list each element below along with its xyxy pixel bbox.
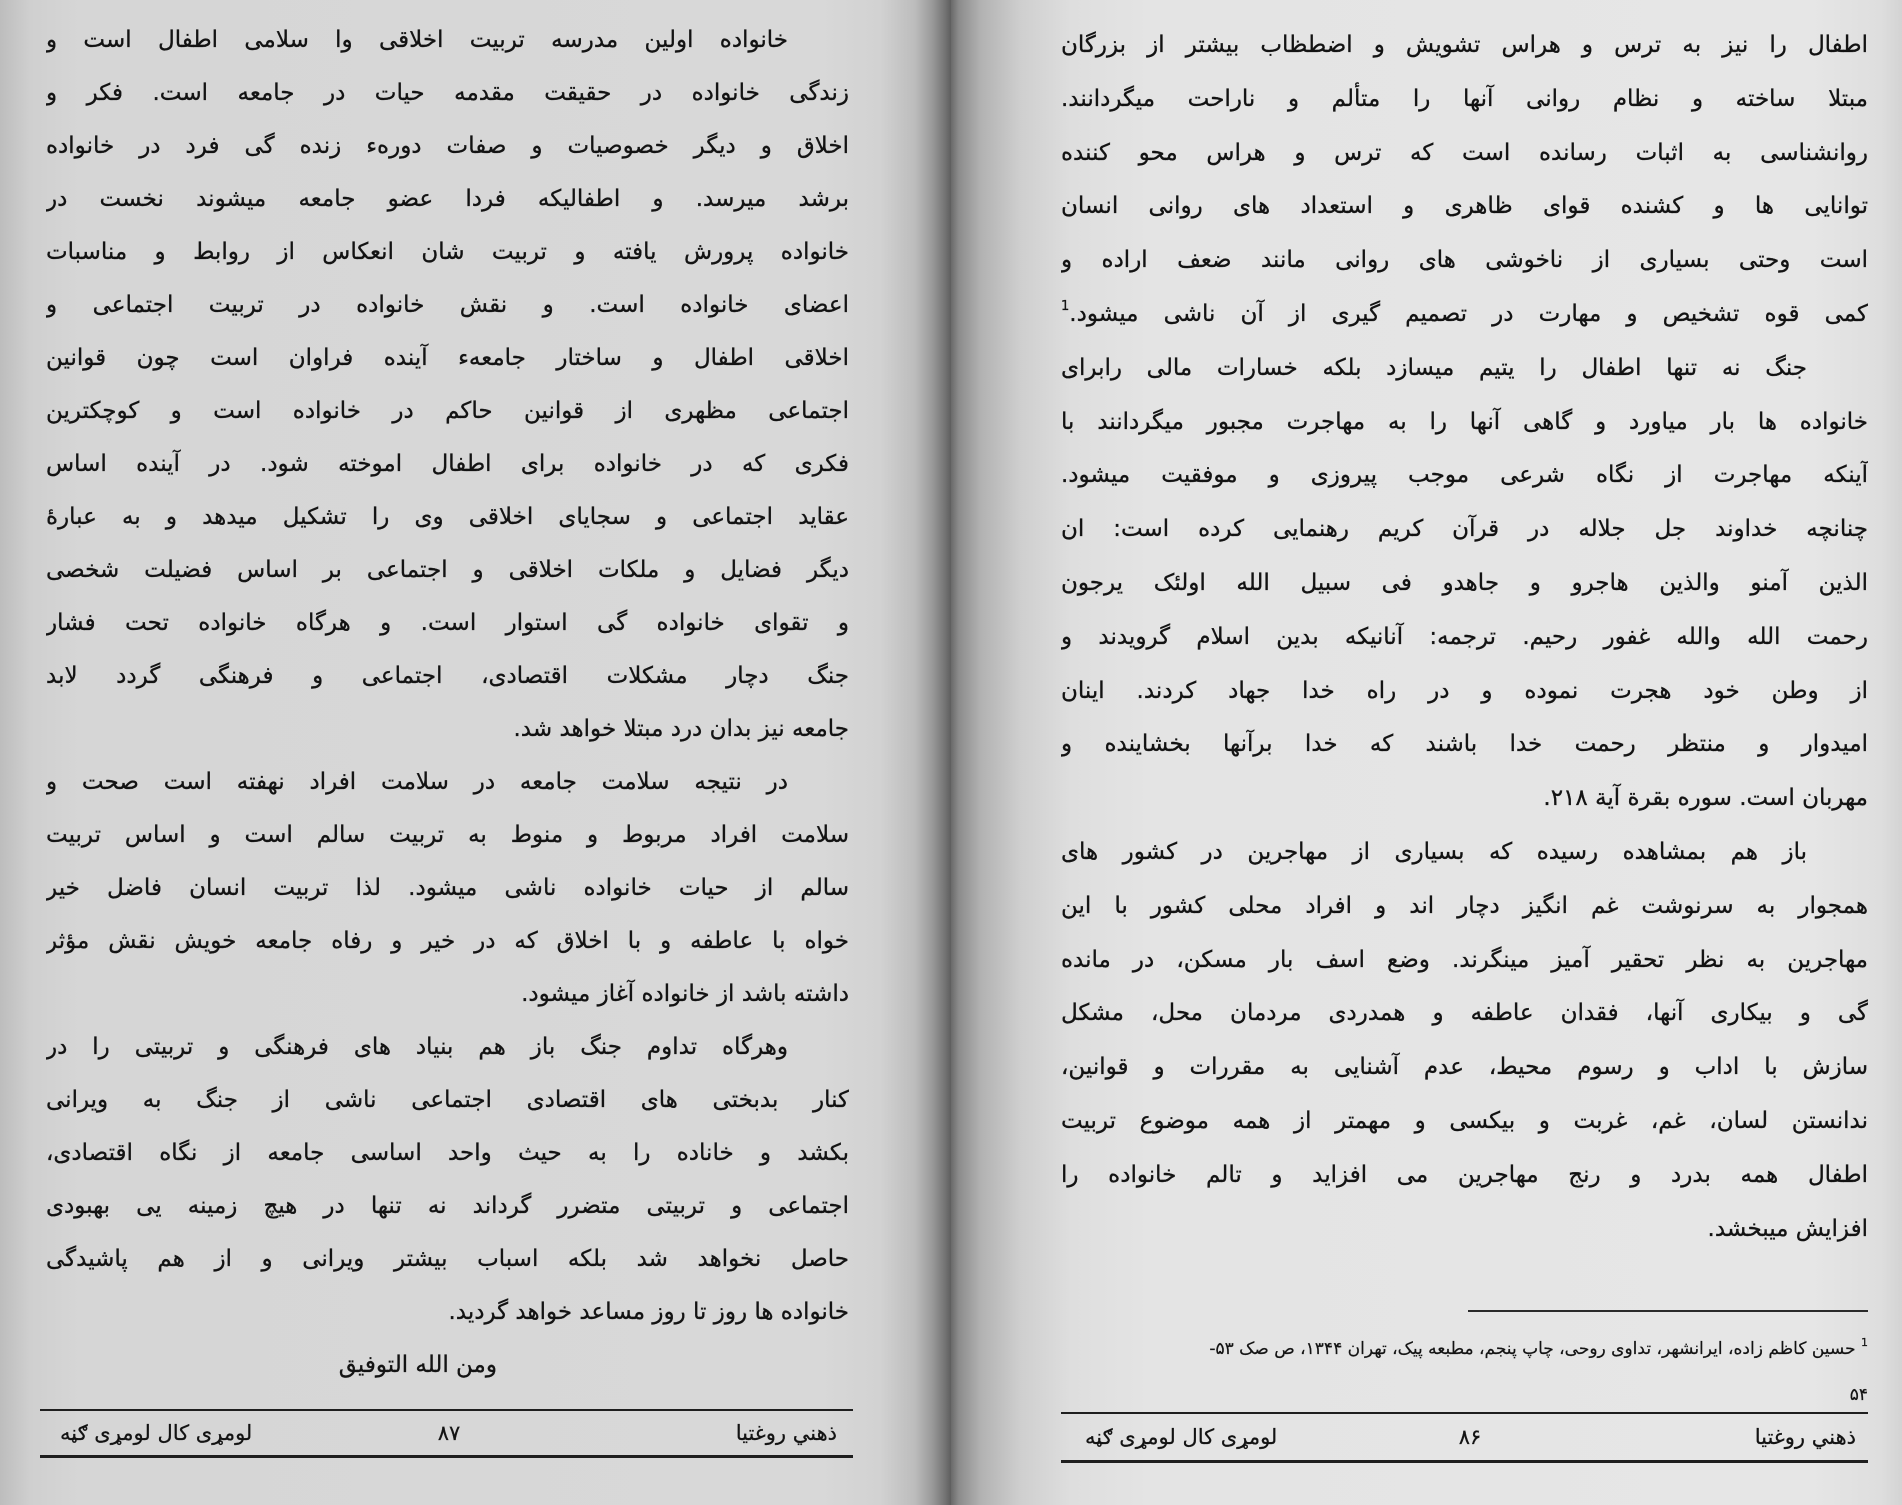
text-line: دیگر فضایل و ملکات اخلاقی و اجتماعی بر اساس فضیلت شخصی [46, 557, 849, 583]
right-page [951, 0, 1902, 1505]
text-line: خانواده اولین مدرسه تربیت اخلاقی وا سلامی اطفال است و [46, 27, 788, 53]
text-line: جنگ دچار مشکلات اقتصادی، اجتماعی و فرهنگی گردد لابد [46, 663, 849, 689]
footnote-divider [1468, 1310, 1868, 1312]
text-line: است وحتی بسیاری از ناخوشی های روانی مانند ضعف اراده و [1061, 247, 1868, 274]
text-line: مهربان است. سوره بقرة آیة ۲۱۸. [1543, 785, 1868, 812]
text-line: خانواده پرورش یافته و تربیت شان انعکاس از روابط و مناسبات [46, 239, 849, 265]
page-number: ۸۷ [437, 1421, 461, 1445]
text-line: خواه با عاطفه و با اخلاق که در خیر و رفاه جامعه خویش نقش مؤثر [46, 928, 849, 954]
text-line: افزایش میبخشد. [1707, 1215, 1868, 1242]
text-line: وهرگاه تداوم جنگ باز هم بنیاد های فرهنگی و تربیتی را در [46, 1034, 788, 1060]
page-footer [1061, 1412, 1868, 1463]
text-line: اخلاق و دیگر خصوصیات و صفات دورهء زنده گی فرد در خانواده [46, 133, 849, 159]
closing-phrase: ومن الله التوفیق [338, 1352, 497, 1378]
text-line: خانواده ها بار میاورد و گاهی آنها را به مهاجرت مجبور میگردانند با [1061, 408, 1868, 435]
text-line: توانایی ها و کشنده قوای ظاهری و استعداد های روانی انسان [1061, 193, 1868, 220]
footnote-reference: 1 [1061, 298, 1070, 314]
text-line: امیدوار و منتظر رحمت خدا باشند که خدا برآنها بخشاینده و [1061, 731, 1868, 758]
footnote-marker: 1 [1861, 1336, 1868, 1349]
text-line: حاصل نخواهد شد بلکه اسباب بیشتر ویرانی و از هم پاشیدگی [46, 1246, 849, 1272]
text-line: مهاجرین به نظر تحقیر آمیز مینگرند. وضع اسف بار مسکن، در مانده [1061, 946, 1868, 973]
text-line: سازش با اداب و رسوم محیط، عدم آشنایی به مقررات و قوانین، [1061, 1054, 1868, 1081]
footnote [1061, 1337, 1868, 1361]
text-line: خانواده ها روز تا روز مساعد خواهد گردید. [448, 1299, 849, 1325]
text-line: رحمت الله والله غفور رحیم. ترجمه: آنانیکه بدین اسلام گرویدند و [1061, 623, 1868, 650]
text-line: اطفال همه بدرد و رنج مهاجرین می افزاید و تالم خانواده را [1061, 1161, 1868, 1188]
footnote-continuation: ۵۴ [1849, 1385, 1868, 1405]
text-line: جنگ نه تنها اطفال را یتیم میسازد بلکه خسارات مالی رابرای [1061, 354, 1807, 381]
text-line: همجوار به سرنوشت غم انگیز دچار اند و افراد محلی کشور با این [1061, 892, 1868, 919]
text-line: اخلاقی اطفال و ساختار جامعهء آینده فراوان است چون قوانین [46, 345, 849, 371]
text-line: کنار بدبختی های اقتصادی اجتماعی ناشی از جنگ به ویرانی [46, 1087, 849, 1113]
text-line: زندگی خانواده در حقیقت مقدمه حیات در جامعه است. فکر و [46, 80, 849, 106]
text-line: روانشناسی به اثبات رسانده است که ترس و هراس محو کننده [1061, 139, 1868, 166]
text-line: سالم از حیات خانواده ناشی میشود. لذا تربیت انسان فاضل خیر [46, 875, 849, 901]
text-line: گی و بیکاری آنها، فقدان عاطفه و همدردی مردمان محل، مشکل [1061, 1000, 1868, 1027]
text-line: از وطن خود هجرت نموده و در راه خدا جهاد کردند. اینان [1061, 677, 1868, 704]
journal-title: ذهني روغتيا [735, 1421, 837, 1445]
text-line: و تقوای خانواده گی استوار است. و هرگاه خانواده تحت فشار [46, 610, 849, 636]
text-line: ندانستن لسان، غم، غربت و بیکسی و مهمتر از همه موضوع تربیت [1061, 1107, 1868, 1134]
issue-label: لومړی کال لومړی ګڼه [60, 1421, 253, 1445]
right-page-body [1061, 19, 1868, 1256]
text-line: آینکه مهاجرت از نگاه شرعی موجب پیروزی و موفقیت میشود. [1061, 462, 1868, 489]
text-line: جامعه نیز بدان درد مبتلا خواهد شد. [513, 716, 849, 742]
text-line: در نتیجه سلامت جامعه در سلامت افراد نهفته است صحت و [46, 769, 788, 795]
text-line: مبتلا ساخته و نظام روانی آنها را متألم و ناراحت میگردانند. [1061, 85, 1868, 112]
page-number: ۸۶ [1458, 1425, 1482, 1449]
text-line: چنانچه خداوند جل جلاله در قرآن کریم رهنمایی کرده است: ان [1061, 516, 1868, 543]
text-line: عقاید اجتماعی و سجایای اخلاقی وی را تشکیل میدهد و به عبارهٔ [46, 504, 849, 530]
footnote-text: حسین کاظم زاده، ایرانشهر، تداوی روحی، چاپ پنجم، مطبعه پیک، تهران ۱۳۴۴، ص صک ۵۳- [1209, 1339, 1856, 1359]
left-page-body [46, 14, 849, 1392]
text-line: اجتماعی و تربیتی متضرر گرداند نه تنها در هیچ زمینه یی بهبودی [46, 1193, 849, 1219]
journal-title: ذهني روغتيا [1754, 1425, 1856, 1449]
text-line: اطفال را نیز به ترس و هراس تشویش و اضطظاب بیشتر از بزرگان [1061, 32, 1868, 58]
text-line: اعضای خانواده است. و نقش خانواده در تربیت اجتماعی و [46, 292, 849, 318]
text-line: داشته باشد از خانواده آغاز میشود. [521, 981, 849, 1007]
text-line: بکشد و خاناده را به حیث واحد اساسی جامعه از نگاه اقتصادی، [46, 1140, 849, 1166]
text-line: سلامت افراد مربوط و منوط به تربیت سالم است و اساس تربیت [46, 822, 849, 848]
text-line: باز هم بمشاهده رسیده که بسیاری از مهاجرین در کشور های [1061, 838, 1807, 865]
text-line: فکری که در خانواده برای اطفال اموخته شود. در آینده اساس [46, 451, 849, 477]
text-line: الذین آمنو والذین هاجرو و جاهدو فی سبیل الله اولئک یرجون [1061, 569, 1868, 596]
text-line: اجتماعی مظهری از قوانین حاکم در خانواده است و کوچکترین [46, 398, 849, 424]
issue-label: لومړی کال لومړی ګڼه [1085, 1425, 1278, 1449]
text-line: برشد میرسد. و اطفالیکه فردا عضو جامعه میشوند نخست در [46, 186, 849, 212]
text-line [1061, 288, 1868, 342]
text-line-content: کمی قوه تشخیص و مهارت در تصمیم گیری از آن ناشی میشود. [1069, 300, 1868, 327]
page-footer [40, 1409, 853, 1458]
